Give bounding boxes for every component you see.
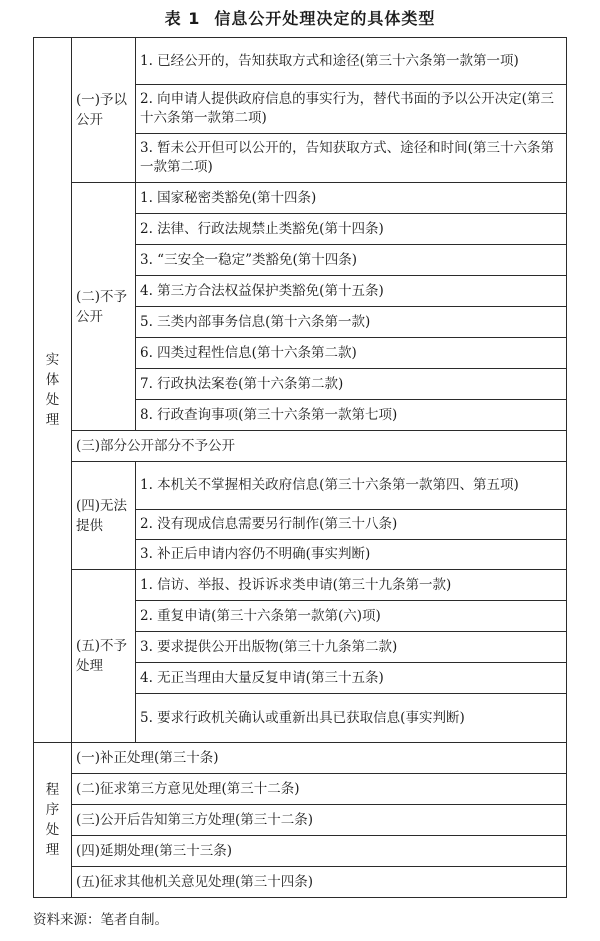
group-label-wide: (三)部分公开部分不予公开 [72,431,567,462]
table-row [34,431,567,462]
item-cell: 5. 要求行政机关确认或重新出具已获取信息(事实判断) [136,694,567,743]
table-row [34,774,567,805]
group-label-wide: (五)征求其他机关意见处理(第三十四条) [72,867,567,898]
group-label: (五)不予处理 [72,570,136,743]
item-cell: 8. 行政查询事项(第三十六条第一款第七项) [136,400,567,431]
group-label: (一)予以公开 [72,38,136,183]
table-row [34,836,567,867]
item-cell: 6. 四类过程性信息(第十六条第二款) [136,338,567,369]
category-procedural: 程 序 处 理 [34,743,72,898]
table-row [34,570,567,601]
group-label: (四)无法提供 [72,462,136,570]
item-cell: 3. 暂未公开但可以公开的，告知获取方式、途径和时间(第三十六条第一款第二项) [136,134,567,183]
group-label-wide: (二)征求第三方意见处理(第三十二条) [72,774,567,805]
group-label-wide: (四)延期处理(第三十三条) [72,836,567,867]
group-label: (二)不予公开 [72,183,136,431]
item-cell: 1. 本机关不掌握相关政府信息(第三十六条第一款第四、第五项) [136,462,567,510]
item-cell: 3. 要求提供公开出版物(第三十九条第二款) [136,632,567,663]
item-cell: 4. 第三方合法权益保护类豁免(第十五条) [136,276,567,307]
group-label-wide: (一)补正处理(第三十条) [72,743,567,774]
item-cell: 3. “三安全一稳定”类豁免(第十四条) [136,245,567,276]
item-cell: 7. 行政执法案卷(第十六条第二款) [136,369,567,400]
decision-types-table [33,37,567,898]
table-row [34,743,567,774]
item-cell: 2. 没有现成信息需要另行制作(第三十八条) [136,510,567,540]
item-cell: 2. 向申请人提供政府信息的事实行为，替代书面的予以公开决定(第三十六条第一款第二项) [136,85,567,134]
group-label-wide: (三)公开后告知第三方处理(第三十二条) [72,805,567,836]
item-cell: 3. 补正后申请内容仍不明确(事实判断) [136,540,567,570]
item-cell: 4. 无正当理由大量反复申请(第三十五条) [136,663,567,694]
item-cell: 1. 已经公开的，告知获取方式和途径(第三十六条第一款第一项) [136,38,567,85]
table-row [34,805,567,836]
item-cell: 1. 信访、举报、投诉诉求类申请(第三十九条第一款) [136,570,567,601]
table-row [34,183,567,214]
item-cell: 5. 三类内部事务信息(第十六条第一款) [136,307,567,338]
table-title [0,6,600,29]
table-title-text: 信息公开处理决定的具体类型 [214,9,436,28]
table-number: 表 1 [164,9,201,28]
category-substantive: 实 体 处 理 [34,38,72,743]
source-note: 资料来源：笔者自制。 [33,912,168,928]
item-cell: 2. 重复申请(第三十六条第一款第(六)项) [136,601,567,632]
table-row [34,867,567,898]
item-cell: 2. 法律、行政法规禁止类豁免(第十四条) [136,214,567,245]
item-cell: 1. 国家秘密类豁免(第十四条) [136,183,567,214]
table-row [34,462,567,510]
table-row [34,38,567,85]
